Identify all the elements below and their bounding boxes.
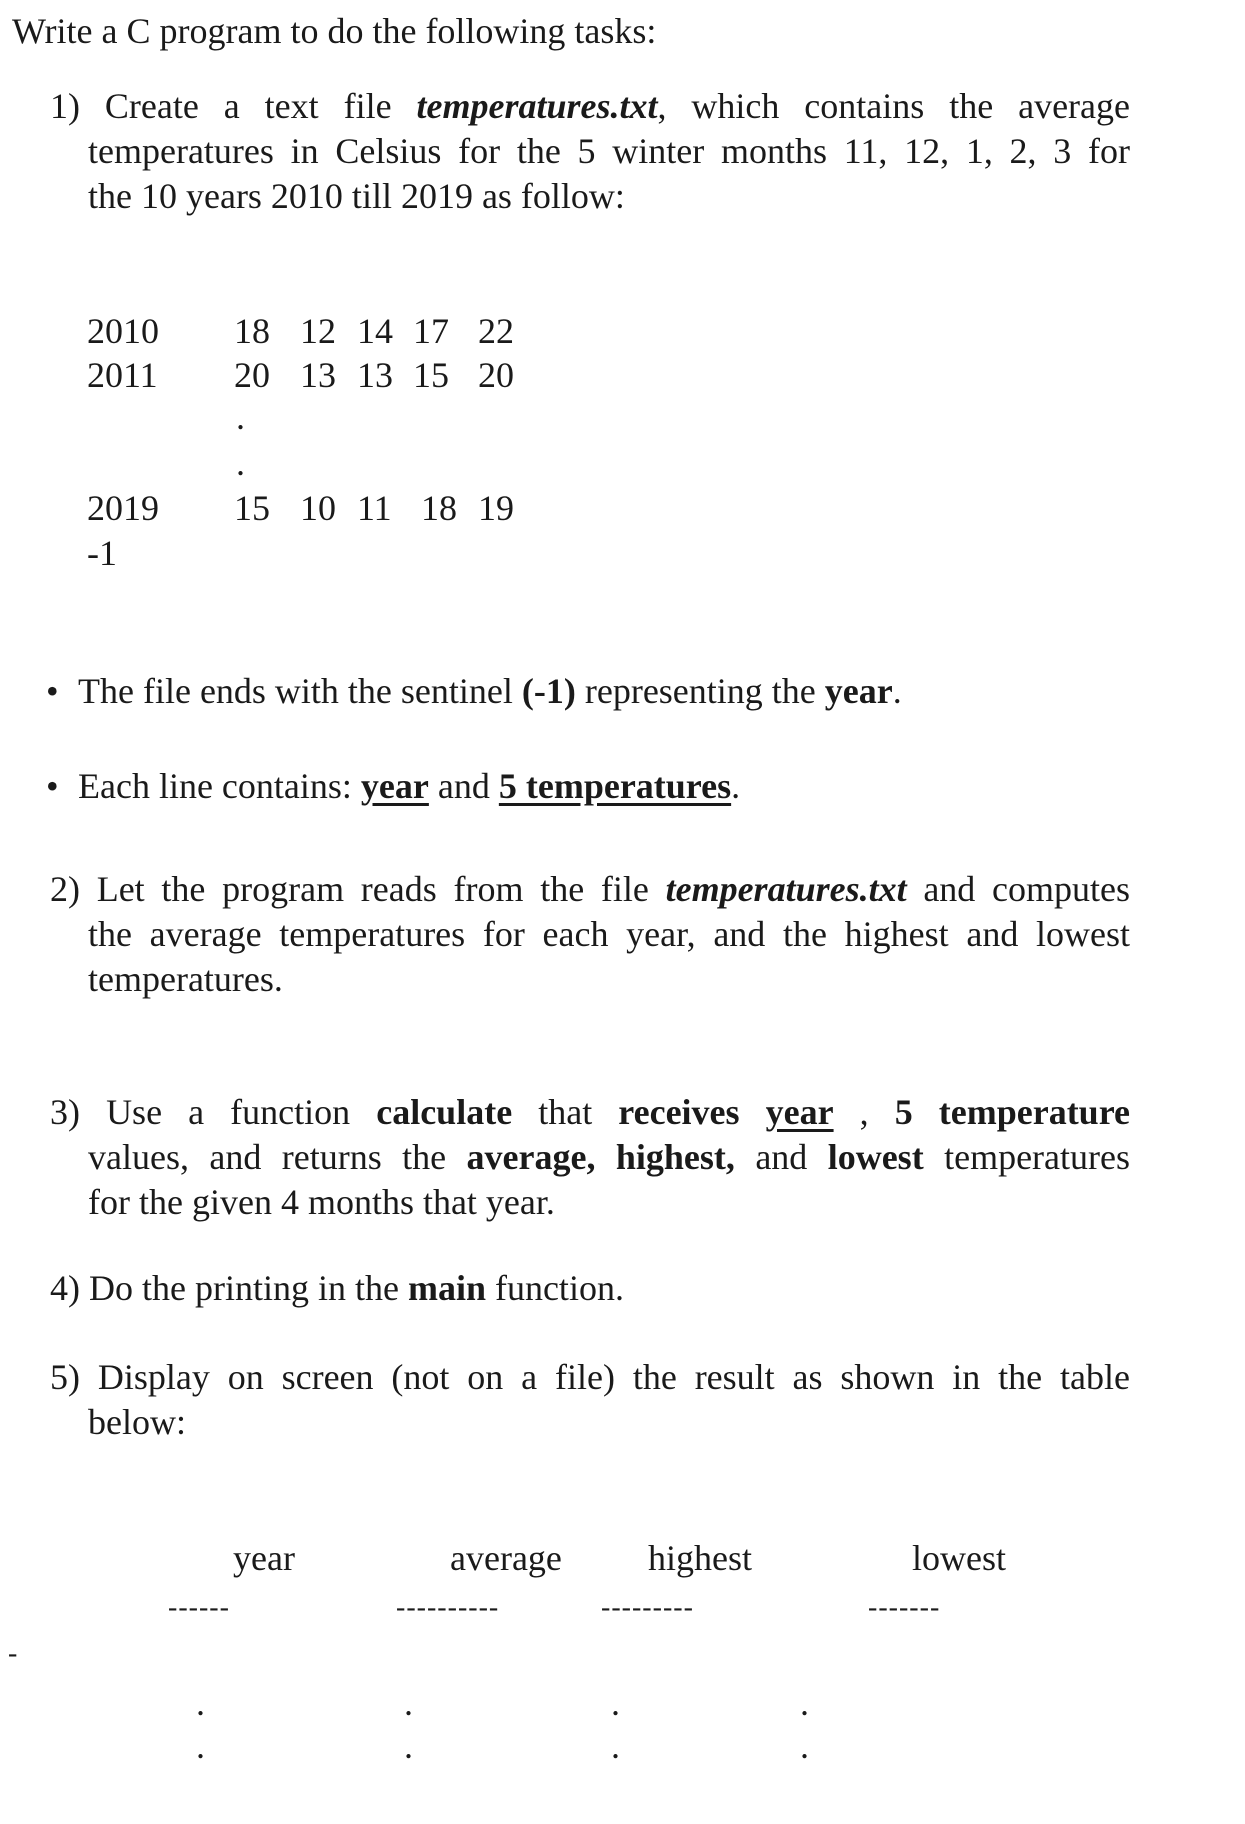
filename: temperatures.txt	[416, 86, 658, 126]
table-header-year: year	[233, 1538, 295, 1578]
table-header-highest: highest	[648, 1538, 752, 1578]
table-dot: .	[196, 1683, 205, 1723]
sample-temp: 15	[234, 488, 270, 528]
table-divider: ----------	[396, 1592, 500, 1623]
table-dot: .	[196, 1726, 205, 1766]
table-divider: ---------	[601, 1592, 694, 1623]
task-5	[50, 1355, 1130, 1445]
sample-temp: 12	[300, 311, 336, 351]
sample-temp: 18	[234, 311, 270, 351]
sample-temp: 17	[413, 311, 449, 351]
sample-temp: 15	[413, 355, 449, 395]
bullet-icon: •	[46, 766, 59, 806]
sample-temp: 13	[357, 355, 393, 395]
sample-temp: 11	[357, 488, 392, 528]
table-dot: .	[404, 1683, 413, 1723]
task-1-line-3: the 10 years 2010 till 2019 as follow:	[88, 176, 625, 216]
task-5-line-2: below:	[88, 1402, 186, 1442]
ellipsis-dot: .	[236, 443, 245, 483]
sample-year: 2011	[87, 355, 158, 395]
filename: temperatures.txt	[665, 869, 907, 909]
task-5-line-1: 5) Display on screen (not on a file) the result as shown in the table	[50, 1357, 1130, 1397]
task-2	[50, 867, 1130, 1002]
task-3-line-1: 3) Use a function calculate that receives year , 5 temperature	[50, 1092, 1131, 1132]
sample-temp: 13	[300, 355, 336, 395]
sample-year: 2019	[87, 488, 159, 528]
sample-temp: 10	[300, 488, 336, 528]
sample-temp: 14	[357, 311, 393, 351]
task-1-line-2: temperatures in Celsius for the 5 winter months 11, 12, 1, 2, 3 for	[88, 131, 1130, 171]
task-3	[50, 1090, 1130, 1225]
sample-temp: 20	[478, 355, 514, 395]
side-dash: -	[8, 1638, 19, 1669]
task-2-line-3: temperatures.	[88, 959, 283, 999]
ellipsis-dot: .	[236, 397, 245, 437]
task-1	[50, 84, 1130, 219]
table-dot: .	[611, 1726, 620, 1766]
table-dot: .	[404, 1726, 413, 1766]
table-divider: -------	[868, 1592, 941, 1623]
table-dot: .	[611, 1683, 620, 1723]
bullet-sentinel: • The file ends with the sentinel (-1) representing the year.	[46, 671, 902, 711]
sample-temp: 22	[478, 311, 514, 351]
table-header-lowest: lowest	[912, 1538, 1006, 1578]
sample-temp: 19	[478, 488, 514, 528]
table-header-average: average	[450, 1538, 562, 1578]
bullet-line-format: • Each line contains: year and 5 temperatures.	[46, 766, 741, 806]
sample-year: 2010	[87, 311, 159, 351]
sentinel-value: -1	[87, 533, 117, 573]
task-2-line-2: the average temperatures for each year, and the highest and lowest	[88, 914, 1130, 954]
sample-temp: 20	[234, 355, 270, 395]
sample-temp: 18	[421, 488, 457, 528]
task-1-line-1: 1) Create a text file temperatures.txt, which contains the average	[50, 86, 1130, 126]
task-3-line-3: for the given 4 months that year.	[88, 1182, 555, 1222]
bullet-icon: •	[46, 671, 59, 711]
table-divider: ------	[168, 1592, 230, 1623]
task-2-line-1: 2) Let the program reads from the file temperatures.txt and computes	[50, 869, 1130, 909]
task-3-line-2: values, and returns the average, highest, and lowest temperatures	[88, 1137, 1130, 1177]
intro-heading: Write a C program to do the following tasks:	[12, 11, 657, 51]
task-4: 4) Do the printing in the main function.	[50, 1268, 624, 1308]
table-dot: .	[800, 1726, 809, 1766]
table-dot: .	[800, 1683, 809, 1723]
